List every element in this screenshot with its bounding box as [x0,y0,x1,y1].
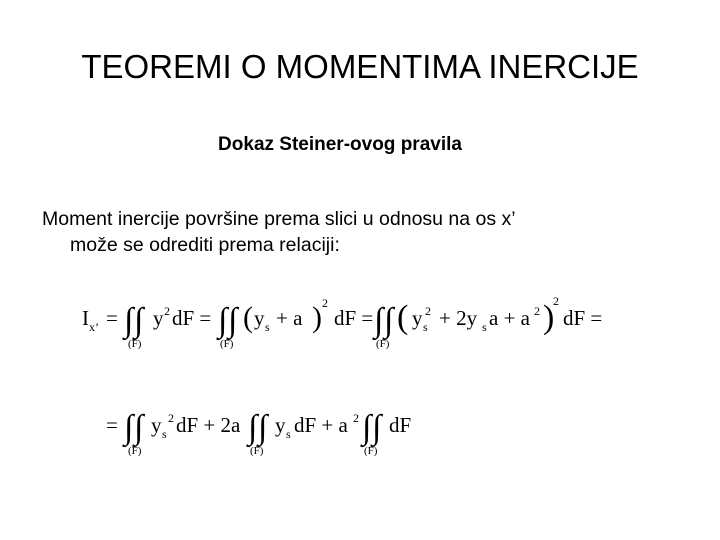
eq2-region-3: (F) [364,445,378,457]
slide-title: TEOREMI O MOMENTIMA INERCIJE [81,48,639,85]
eq1-term3-mid-tail: a + a [489,306,530,330]
svg-text:∫: ∫ [134,302,144,339]
svg-text:∫: ∫ [372,409,382,446]
eq1-term3-ys-sub: s [423,320,428,334]
svg-text:∫: ∫ [124,409,134,446]
eq2-t1-sub: s [162,427,167,441]
eq2-t2-sup: 2 [353,411,359,425]
eq2-t1-y: y [151,413,162,437]
paragraph-line-1: Moment inercije površine prema slici u odnosu na os x’ [42,208,516,230]
equation-2 [0,392,720,462]
eq2-t1-tail: dF + 2a [176,413,241,437]
double-integral-3-icon [372,302,396,341]
slide-paragraph [42,206,682,258]
svg-text:∫: ∫ [362,409,372,446]
double-integral-2-icon [216,302,240,341]
eq1-term3-mid: + 2y [439,306,478,330]
eq1-term2-ys: y [254,306,265,330]
eq1-term2-tail: dF = [334,306,374,330]
svg-text:∫: ∫ [134,409,144,446]
eq1-term3-tail: dF = [563,306,603,330]
eq1-term1-tail: dF = [172,306,212,330]
paragraph-line-2: može se odrediti prema relaciji: [70,234,340,256]
eq1-lhs: I [82,306,89,330]
svg-text:∫: ∫ [218,302,228,339]
eq1-term3-a-sup: 2 [534,304,540,318]
double-integral-5-icon [246,409,270,448]
eq1-term2-sup: 2 [322,296,328,310]
eq1-term2-plus: + a [276,306,303,330]
eq2-region-1: (F) [128,445,142,457]
eq1-term3-ys-sup: 2 [425,304,431,318]
eq1-term2-open: ( [243,301,253,334]
eq1-term3-mid-sub: s [482,320,487,334]
eq1-term3-ys: y [412,306,423,330]
equation-1 [0,285,720,355]
eq1-region-1: (F) [128,338,142,350]
svg-text:∫: ∫ [248,409,258,446]
equation-1-svg [0,285,720,355]
eq1-equals: = [106,306,118,330]
svg-text:∫: ∫ [374,302,384,339]
eq1-region-3: (F) [376,338,390,350]
eq1-term3-close: ) [543,299,555,336]
eq1-term2-close: ) [312,301,322,334]
eq2-t1-sup: 2 [168,411,174,425]
eq2-t2-sub: s [286,427,291,441]
eq2-t2-y: y [275,413,286,437]
double-integral-6-icon [360,409,384,448]
eq1-term1-sup: 2 [164,304,170,318]
eq1-region-2: (F) [220,338,234,350]
double-integral-1-icon [122,302,146,341]
svg-text:∫: ∫ [228,302,238,339]
eq2-equals: = [106,413,118,437]
eq2-region-2: (F) [250,445,264,457]
eq1-term2-ys-sub: s [265,320,270,334]
eq2-t3-tail: dF [389,413,412,437]
svg-text:∫: ∫ [258,409,268,446]
equation-2-svg [0,392,720,462]
eq1-term3-open: ( [397,299,409,336]
eq1-term1-y: y [153,306,164,330]
slide-subtitle: Dokaz Steiner-ovog pravila [218,134,462,155]
svg-text:∫: ∫ [384,302,394,339]
svg-text:∫: ∫ [124,302,134,339]
eq1-lhs-sub: x’ [89,320,99,334]
double-integral-4-icon [122,409,146,448]
eq1-term3-sup: 2 [553,294,559,308]
eq2-t2-tail: dF + a [294,413,348,437]
